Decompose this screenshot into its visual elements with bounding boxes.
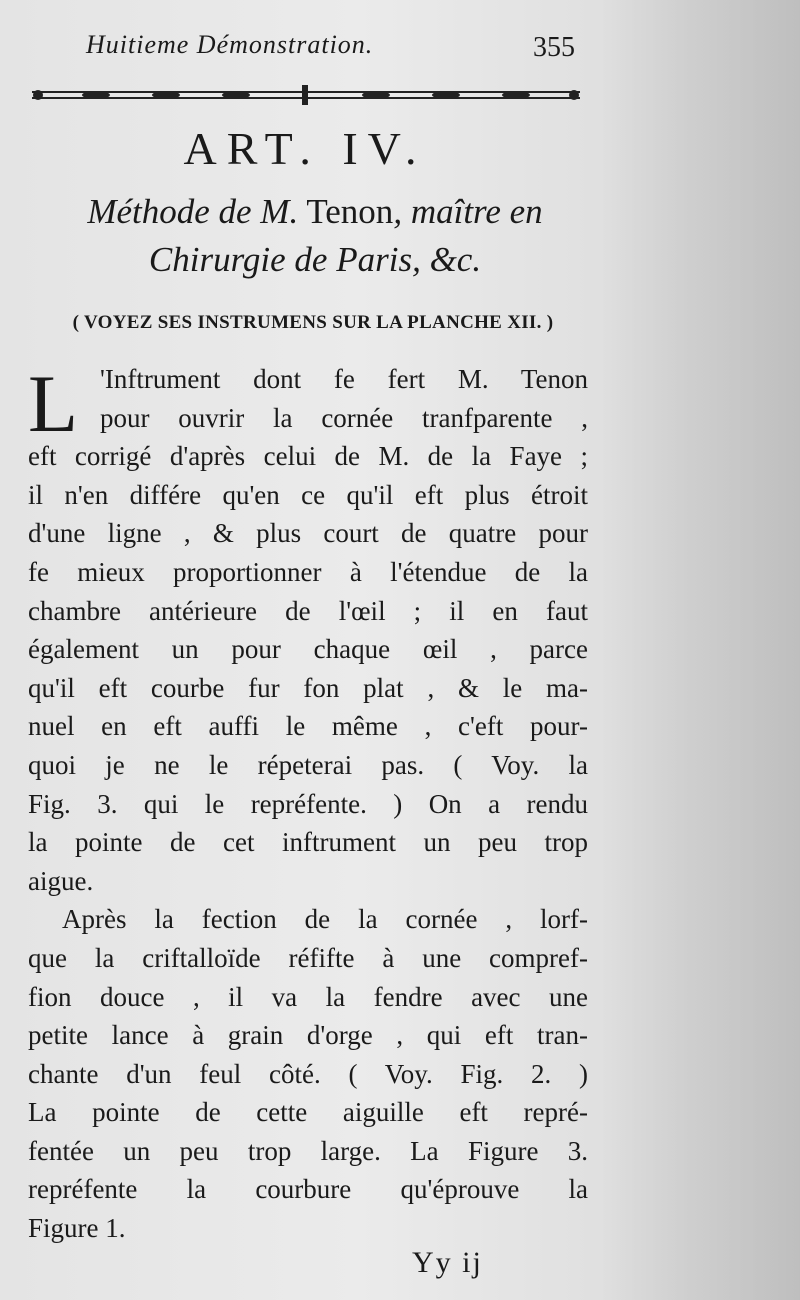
text-line: Figure 1.: [28, 1213, 126, 1244]
text-line: repréfente la courbure qu'éprouve la: [28, 1174, 588, 1205]
text-line: Après la fection de la cornée , lorf-: [62, 904, 588, 935]
subtitle-part2: , maître en: [393, 192, 543, 231]
text-line: Fig. 3. qui le repréfente. ) On a rendu: [28, 788, 588, 819]
text-line: aigue.: [28, 865, 94, 896]
text-line: quoi je ne le répeterai pas. ( Voy. la: [28, 749, 588, 780]
article-subtitle: [30, 188, 600, 284]
text-line: eft corrigé d'après celui de M. de la Faye ;: [28, 441, 588, 472]
text-line: pour ouvrir la cornée tranfparente ,: [100, 402, 588, 433]
signature-mark: Yy ij: [412, 1246, 483, 1279]
article-title: ART. IV.: [183, 123, 427, 174]
text-line: que la criftalloïde réfifte à une compref-: [28, 942, 588, 973]
text-line: chambre antérieure de l'œil ; il en faut: [28, 595, 588, 626]
subtitle-line2-c: , &c.: [412, 240, 482, 279]
page-fold-shadow: [600, 0, 800, 1300]
text-line: d'une ligne , & plus court de quatre pour: [28, 518, 588, 549]
text-line: La pointe de cette aiguille eft repré-: [28, 1097, 588, 1128]
body-text: [28, 360, 588, 1248]
text-line: également un pour chaque œil , parce: [28, 634, 588, 665]
text-line: il n'en différe qu'en ce qu'il eft plus étroit: [28, 479, 588, 510]
ornament-rule-icon: [26, 80, 586, 110]
plate-reference-note: ( VOYEZ SES INSTRUMENS SUR LA PLANCHE XII. ): [72, 312, 554, 333]
text-line: qu'il eft courbe fur fon plat , & le ma-: [28, 672, 588, 703]
subtitle-line2-b: Paris: [336, 240, 413, 279]
subtitle-line2-a: Chirurgie de: [148, 240, 328, 279]
subtitle-name: Tenon: [306, 192, 394, 231]
text-line: fentée un peu trop large. La Figure 3.: [28, 1135, 588, 1166]
subtitle-part1: Méthode de M.: [87, 192, 299, 231]
running-head-title: Huitieme Démonstration.: [86, 30, 374, 59]
text-line: fion douce , il va la fendre avec une: [28, 981, 588, 1012]
text-line: fe mieux proportionner à l'étendue de la: [28, 556, 588, 587]
text-line: nuel en eft auffi le même , c'eft pour-: [28, 711, 588, 742]
text-line: la pointe de cet inftrument un peu trop: [28, 827, 588, 858]
page-number: 355: [533, 32, 575, 63]
text-line: petite lance à grain d'orge , qui eft tran-: [28, 1020, 588, 1051]
text-line: 'Inftrument dont fe fert M. Tenon: [100, 364, 588, 394]
drop-cap: L: [28, 358, 79, 449]
text-line: chante d'un feul côté. ( Voy. Fig. 2. ): [28, 1058, 588, 1089]
